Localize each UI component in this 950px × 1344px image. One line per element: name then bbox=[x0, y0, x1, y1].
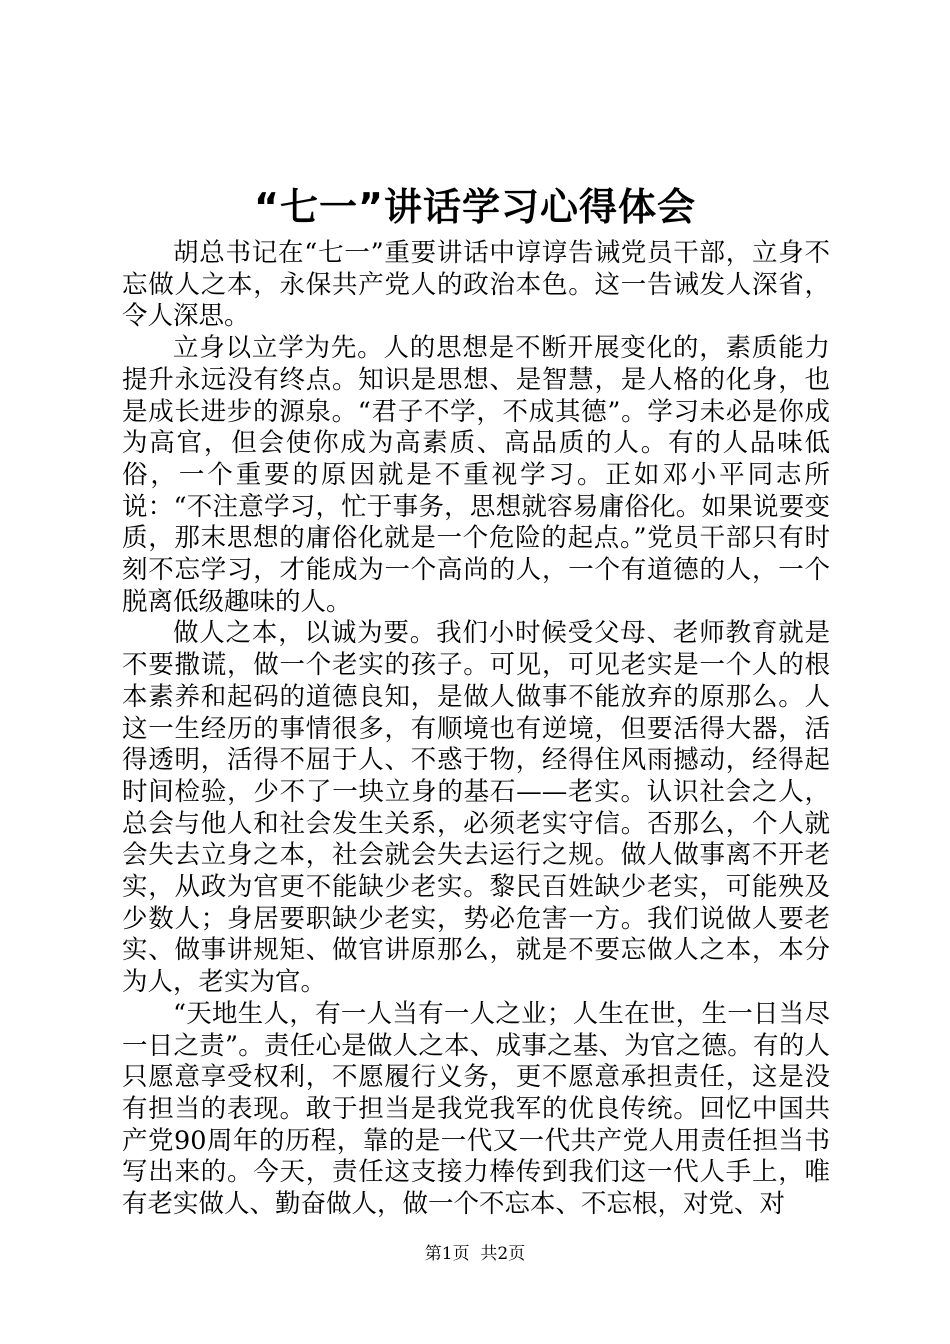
page-number: 第1页 bbox=[424, 1244, 470, 1264]
paragraph: 做人之本，以诚为要。我们小时候受父母、老师教育就是不要撒谎，做一个老实的孩子。可见，可见老实是一个人的根本素养和起码的道德良知，是做人做事不能放弃的原那么。人这一生经历的事情很多，有顺境也有逆境，但要活得大器，活得透明，活得不屈于人、不惑于物，经得住风雨撼动，经得起时间检验，少不了一块立身的基石——老实。认识社会之人，总会与他人和社会发生关系，必须老实守信。否那么，个人就会失去立身之本，社会就会失去运行之规。做人做事离不开老实，从政为官更不能缺少老实。黎民百姓缺少老实，可能殃及少数人；身居要职缺少老实，势必危害一方。我们说做人要老实、做事讲规矩、做官讲原那么，就是不要忘做人之本，本分为人，老实为官。 bbox=[122, 618, 830, 998]
paragraph: “天地生人，有一人当有一人之业；人生在世，生一日当尽一日之责”。责任心是做人之本、成事之基、为官之德。有的人只愿意享受权利，不愿履行义务，更不愿意承担责任，这是没有担当的表现。敢于担当是我党我军的优良传统。回忆中国共产党90周年的历程，靠的是一代又一代共产党人用责任担当书写出来的。今天，责任这支接力棒传到我们这一代人手上，唯有老实做人、勤奋做人，做一个不忘本、不忘根，对党、对 bbox=[122, 998, 830, 1220]
paragraph: 胡总书记在“七一”重要讲话中谆谆告诫党员干部，立身不忘做人之本，永保共产党人的政治本色。这一告诫发人深省，令人深思。 bbox=[122, 238, 830, 332]
page-total: 共2页 bbox=[480, 1244, 526, 1264]
document-title: “七一”讲话学习心得体会 bbox=[254, 185, 696, 229]
document-body bbox=[122, 238, 830, 1221]
page-footer bbox=[0, 1243, 950, 1265]
paragraph: 立身以立学为先。人的思想是不断开展变化的，素质能力提升永远没有终点。知识是思想、是智慧，是人格的化身，也是成长进步的源泉。“君子不学，不成其德”。学习未必是你成为高官，但会使你成为高素质、高品质的人。有的人品味低俗，一个重要的原因就是不重视学习。正如邓小平同志所说：“不注意学习，忙于事务，思想就容易庸俗化。如果说要变质，那末思想的庸俗化就是一个危险的起点。”党员干部只有时刻不忘学习，才能成为一个高尚的人，一个有道德的人，一个脱离低级趣味的人。 bbox=[122, 333, 830, 617]
